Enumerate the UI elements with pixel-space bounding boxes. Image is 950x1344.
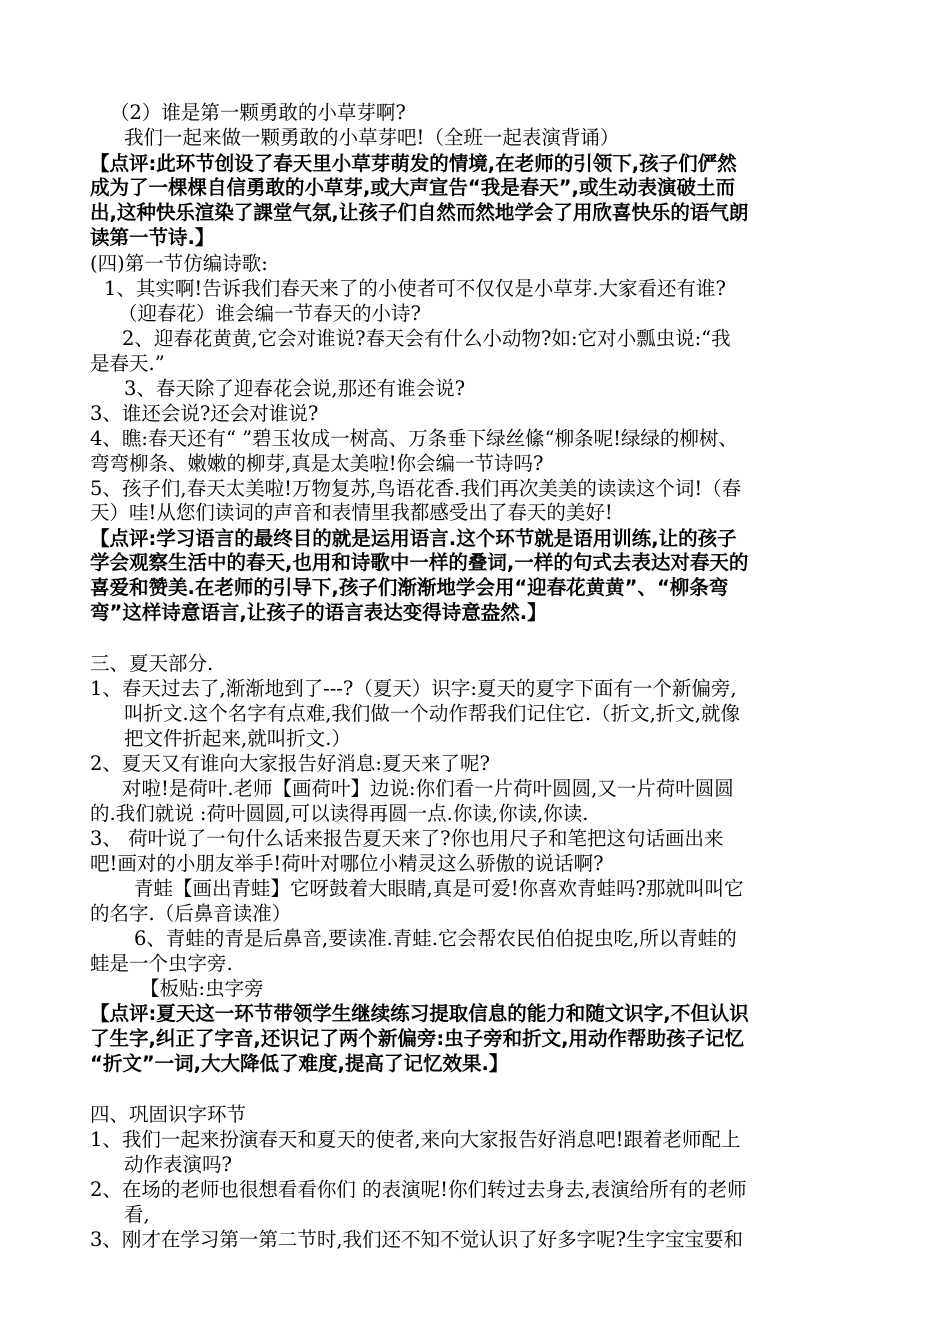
text-line: 弯弯柳条、嫩嫩的柳芽,真是太美啦!你会编一节诗吗? <box>90 452 544 475</box>
comment-line: 了生字,纠正了字音,还识记了两个新偏旁:虫子旁和折文,用动作帮助孩子记忆 <box>90 1027 745 1050</box>
text-line: 吧!画对的小朋友举手!荷叶对哪位小精灵这么骄傲的说话啊? <box>90 852 604 875</box>
text-line: 1、春天过去了,渐渐地到了---?（夏天）识字:夏天的夏字下面有一个新偏旁, <box>90 677 737 700</box>
text-line: 3、 荷叶说了一句什么话来报告夏天来了?你也用尺子和笔把这句话画出来 <box>90 827 724 850</box>
text-line: 6、青蛙的青是后鼻音,要读准.青蛙.它会帮农民伯伯捉虫吃,所以青蛙的 <box>134 927 737 950</box>
text-line: 把文件折起来,就叫折文.） <box>124 727 351 750</box>
section-heading: (四)第一节仿编诗歌: <box>90 252 268 275</box>
text-line: 的名字.（后鼻音读准） <box>90 902 292 925</box>
comment-line: 【点评:学习语言的最终目的就是运用语言.这个环节就是语用训练,让的孩子 <box>90 527 737 550</box>
comment-line: 出,这种快乐渲染了課堂气氛,让孩子们自然而然地学会了用欣喜快乐的语气朗 <box>90 201 749 224</box>
text-line: 青蛙【画出青蛙】它呀鼓着大眼睛,真是可爱!你喜欢青蛙吗?那就叫叫它 <box>134 877 744 900</box>
text-line: 【板贴:虫字旁 <box>140 977 264 1000</box>
comment-line: 学会观察生活中的春天,也用和诗歌中一样的叠词,一样的句式去表达对春天的 <box>90 551 749 574</box>
text-line: 叫折文.这个名字有点难,我们做一个动作帮我们记住它.（折文,折文,就像 <box>124 702 740 725</box>
comment-line: 【点评:夏天这一环节带领学生继续练习提取信息的能力和随文识字,不但认识 <box>90 1002 749 1025</box>
text-line: 对啦!是荷叶.老师【画荷叶】边说:你们看一片荷叶圆圆,又一片荷叶圆圆 <box>122 777 734 800</box>
text-line: 动作表演吗? <box>124 1153 232 1176</box>
comment-line: 喜爱和赞美.在老师的引导下,孩子们渐渐地学会用“迎春花黄黄”、“柳条弯 <box>90 576 729 599</box>
text-line: 5、孩子们,春天太美啦!万物复苏,鸟语花香.我们再次美美的读读这个词!（春 <box>90 477 742 500</box>
text-line: 3、谁还会说?还会对谁说? <box>90 402 319 425</box>
text-line: 2、夏天又有谁向大家报告好消息:夏天来了呢? <box>90 752 490 775</box>
text-line: 2、迎春花黄黄,它会对谁说?春天会有什么小动物?如:它对小瓢虫说:“我 <box>122 327 731 350</box>
section-heading: 三、夏天部分. <box>90 652 214 675</box>
comment-line: 读第一节诗.】 <box>90 226 215 249</box>
comment-line: 弯”这样诗意语言,让孩子的语言表达变得诗意盎然.】 <box>90 601 547 624</box>
text-line: （迎春花）谁会编一节春天的小诗? <box>118 302 421 325</box>
comment-line: “折文”一词,大大降低了难度,提高了记忆效果.】 <box>90 1052 509 1075</box>
text-line: 我们一起来做一颗勇敢的小草芽吧!（全班一起表演背诵） <box>124 126 620 149</box>
comment-line: 成为了一棵棵自信勇敢的小草芽,或大声宣告“我是春天”,或生动表演破土而 <box>90 176 735 199</box>
text-line: 1、其实啊!告诉我们春天来了的小使者可不仅仅是小草芽.大家看还有谁? <box>104 277 726 300</box>
text-line: 蛙是一个虫字旁. <box>90 952 233 975</box>
text-line: 3、春天除了迎春花会说,那还有谁会说? <box>124 377 466 400</box>
section-heading: 四、巩固识字环节 <box>90 1103 247 1126</box>
text-line: 天）哇!从您们读词的声音和表情里我都感受出了春天的美好! <box>90 501 613 524</box>
text-line: （2）谁是第一颗勇敢的小草芽啊? <box>110 101 406 124</box>
text-line: 看, <box>124 1203 150 1226</box>
text-line: 2、在场的老师也很想看看你们 的表演呢!你们转过去身去,表演给所有的老师 <box>90 1178 747 1201</box>
text-line: 3、刚才在学习第一第二节时,我们还不知不觉认识了好多字呢?生字宝宝要和 <box>90 1228 744 1251</box>
text-line: 是春天.” <box>90 352 165 375</box>
text-line: 1、我们一起来扮演春天和夏天的使者,来向大家报告好消息吧!跟着老师配上 <box>90 1128 741 1151</box>
text-line: 4、瞧:春天还有“ ”碧玉妆成一树高、万条垂下绿丝絛“柳条呢!绿绿的柳树、 <box>90 427 738 450</box>
text-line: 的.我们就说 :荷叶圆圆,可以读得再圆一点.你读,你读,你读. <box>90 802 589 825</box>
comment-line: 【点评:此环节创设了春天里小草芽萌发的情境,在老师的引领下,孩子们俨然 <box>90 152 737 175</box>
